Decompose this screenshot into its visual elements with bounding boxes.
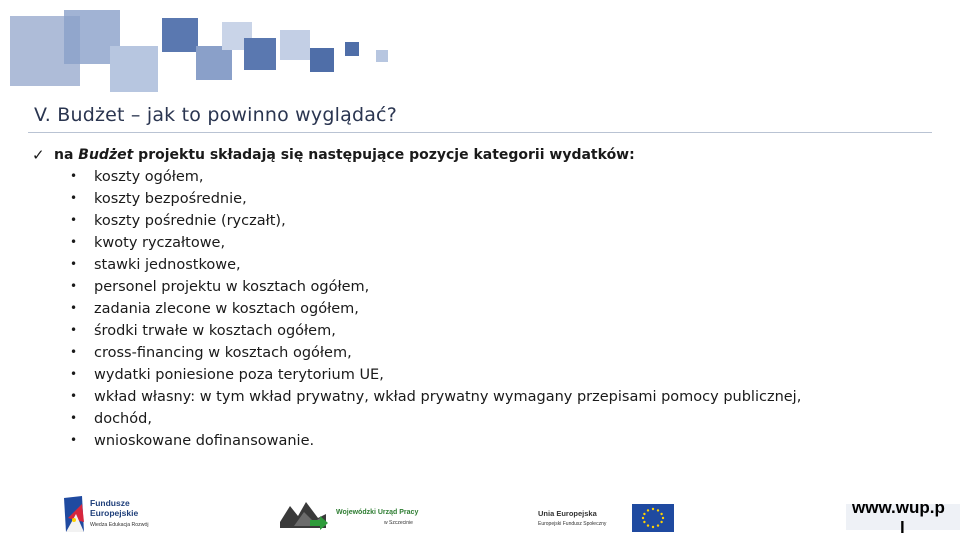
website-link[interactable]: www.wup.p <box>852 498 945 517</box>
bullet-icon: • <box>70 213 78 227</box>
square <box>310 48 334 72</box>
intro-prefix: na <box>54 147 79 163</box>
fe-line3: Wiedza Edukacja Rozwój <box>90 522 149 528</box>
list-item <box>32 322 912 344</box>
square <box>345 42 359 56</box>
content-area <box>32 146 912 454</box>
square <box>376 50 388 62</box>
list-item <box>32 432 912 454</box>
square <box>162 18 198 52</box>
wup-line2: w Szczecinie <box>384 520 413 526</box>
list-item-text: zadania zlecone w kosztach ogółem, <box>94 301 359 317</box>
bullet-icon: • <box>70 235 78 249</box>
list-item <box>32 256 912 278</box>
wup-line1: Wojewódzki Urząd Pracy <box>336 509 419 516</box>
page-title: V. Budżet – jak to powinno wyglądać? <box>34 104 397 126</box>
intro-suffix: projektu składają się następujące pozycje kategorii wydatków: <box>133 147 635 163</box>
budget-item-list <box>32 168 912 454</box>
checkmark-icon: ✓ <box>32 146 45 164</box>
bullet-icon: • <box>70 279 78 293</box>
ue-line1: Unia Europejska <box>538 509 597 518</box>
intro-emphasis: Budżet <box>78 147 134 163</box>
wup-szczecin-logo <box>280 492 440 536</box>
unia-europejska-logo <box>536 492 681 536</box>
list-item-text: wnioskowane dofinansowanie. <box>94 433 315 449</box>
list-item-text: personel projektu w kosztach ogółem, <box>94 279 370 295</box>
title-bar <box>28 96 932 133</box>
fe-line2: Europejskie <box>90 508 139 518</box>
ue-line2: Europejski Fundusz Społeczny <box>538 521 607 527</box>
list-item <box>32 344 912 366</box>
list-item <box>32 300 912 322</box>
list-item <box>32 190 912 212</box>
list-item <box>32 410 912 432</box>
fundusze-europejskie-logo <box>62 492 182 536</box>
list-item-text: środki trwałe w kosztach ogółem, <box>94 323 336 339</box>
footer-logos <box>0 488 960 540</box>
fe-line1: Fundusze <box>90 498 130 508</box>
list-item <box>32 212 912 234</box>
list-item-text: koszty ogółem, <box>94 169 204 185</box>
bullet-icon: • <box>70 301 78 315</box>
bullet-icon: • <box>70 433 78 447</box>
square <box>244 38 276 70</box>
list-item-text: dochód, <box>94 411 152 427</box>
bullet-icon: • <box>70 323 78 337</box>
list-item-text: cross-financing w kosztach ogółem, <box>94 345 352 361</box>
bullet-icon: • <box>70 367 78 381</box>
website-link-overflow: l <box>900 518 905 537</box>
bullet-icon: • <box>70 345 78 359</box>
bullet-icon: • <box>70 169 78 183</box>
intro-line <box>32 146 912 168</box>
list-item-text: kwoty ryczałtowe, <box>94 235 226 251</box>
list-item-text: wkład własny: w tym wkład prywatny, wkład prywatny wymagany przepisami pomocy publicznej, <box>94 389 802 405</box>
bullet-icon: • <box>70 191 78 205</box>
bullet-icon: • <box>70 411 78 425</box>
square <box>280 30 310 60</box>
square <box>110 46 158 92</box>
list-item-text: wydatki poniesione poza terytorium UE, <box>94 367 384 383</box>
square <box>196 46 232 80</box>
list-item <box>32 234 912 256</box>
list-item <box>32 168 912 190</box>
list-item <box>32 278 912 300</box>
list-item <box>32 388 912 410</box>
bullet-icon: • <box>70 257 78 271</box>
list-item <box>32 366 912 388</box>
intro-text <box>54 147 635 163</box>
list-item-text: stawki jednostkowe, <box>94 257 241 273</box>
list-item-text: koszty pośrednie (ryczałt), <box>94 213 286 229</box>
list-item-text: koszty bezpośrednie, <box>94 191 247 207</box>
bullet-icon: • <box>70 389 78 403</box>
